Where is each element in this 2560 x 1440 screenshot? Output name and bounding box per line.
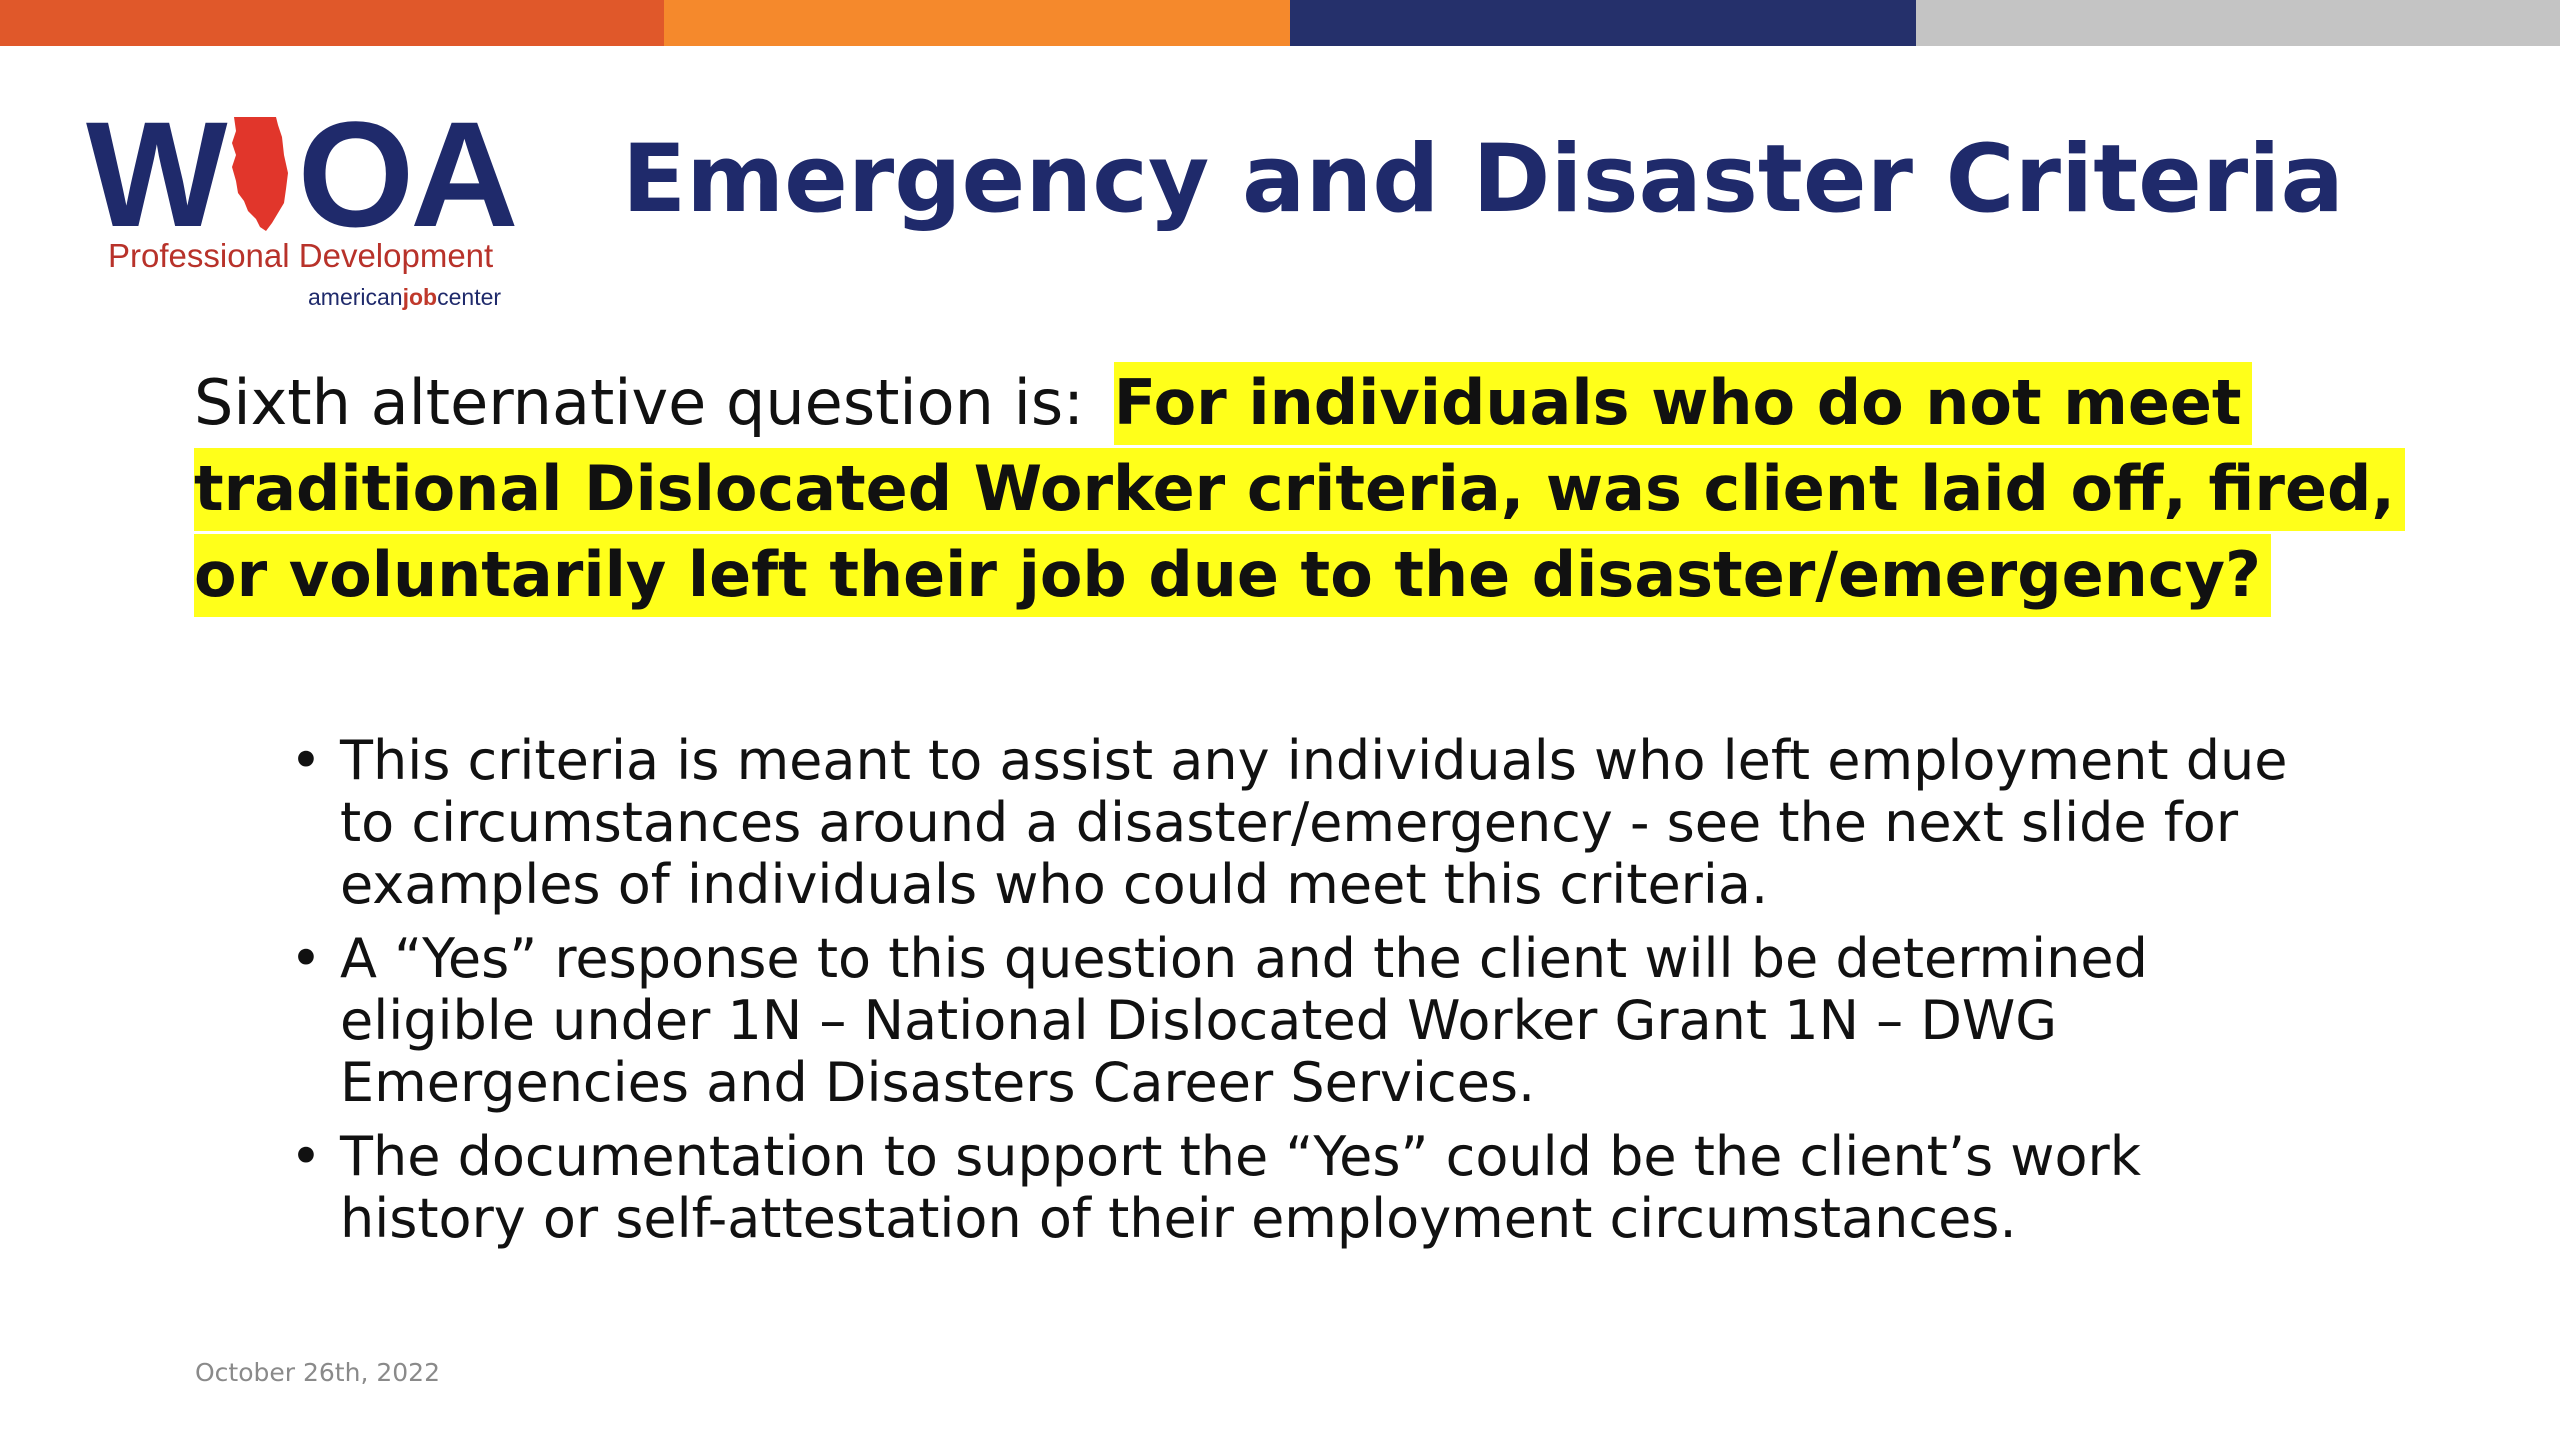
bullet-text: The documentation to support the “Yes” could be the client’s work history or self-attestation of their employment circumstances. xyxy=(340,1125,2141,1250)
bullet-item xyxy=(290,928,2340,1114)
american-job-center-logo xyxy=(308,282,501,312)
top-bar-segment-orange-red xyxy=(0,0,664,46)
logo-letters-oa: OA xyxy=(297,90,515,258)
wioa-logo xyxy=(86,90,556,322)
bullet-dot-icon: • xyxy=(290,1125,322,1188)
top-bar-segment-gray xyxy=(1916,0,2560,46)
illinois-state-shape-icon xyxy=(230,115,292,233)
bullet-dot-icon: • xyxy=(290,927,322,990)
top-bar-segment-orange xyxy=(664,0,1290,46)
slide-title: Emergency and Disaster Criteria xyxy=(622,125,2344,234)
logo-subtitle: Professional Development xyxy=(108,237,494,274)
question-paragraph xyxy=(194,360,2434,618)
top-color-bar xyxy=(0,0,2560,46)
logo-letter-w: W xyxy=(86,90,224,258)
ajc-american: american xyxy=(308,284,403,310)
question-lead: Sixth alternative question is: xyxy=(194,366,1085,439)
bullet-list xyxy=(290,730,2340,1262)
bullet-text: A “Yes” response to this question and the client will be determined eligible under 1N – National Dislocated Worker Grant 1N – DWG Emergencies and Disasters Career Services. xyxy=(340,927,2148,1114)
ajc-center: center xyxy=(437,284,502,310)
slide-date: October 26th, 2022 xyxy=(195,1358,440,1387)
top-bar-segment-navy xyxy=(1290,0,1916,46)
bullet-dot-icon: • xyxy=(290,729,322,792)
bullet-text: This criteria is meant to assist any individuals who left employment due to circumstances around a disaster/emergency - see the next slide for examples of individuals who could meet this criteria. xyxy=(340,729,2288,916)
ajc-job: job xyxy=(402,284,438,310)
question-highlight: For individuals who do not meet traditional Dislocated Worker criteria, was client laid off, fired, or voluntarily left their job due to the disaster/emergency? xyxy=(194,362,2405,617)
bullet-item xyxy=(290,730,2340,916)
bullet-item xyxy=(290,1126,2340,1250)
